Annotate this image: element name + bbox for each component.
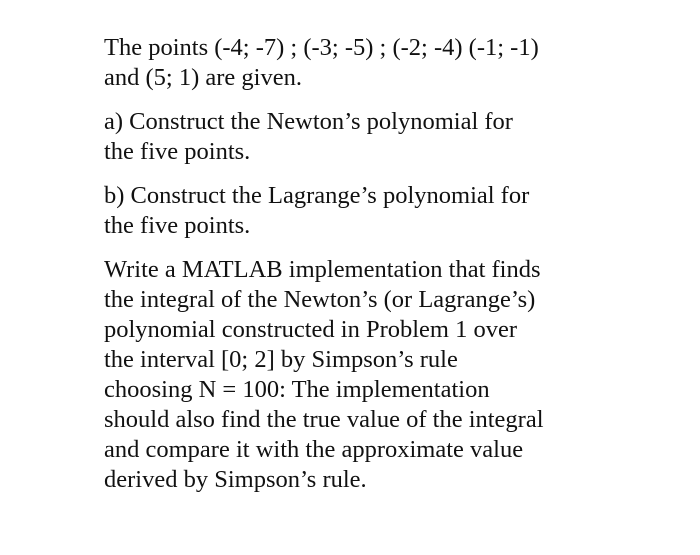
matlab-line-5: choosing N = 100: The implementation (104, 376, 490, 403)
matlab-line-7: and compare it with the approximate value (104, 436, 524, 463)
part-a-line-1: a) Construct the Newton’s polynomial for (104, 108, 513, 135)
problem-document (104, 33, 624, 495)
part-a-line-2: the five points. (104, 138, 251, 165)
part-a-paragraph (104, 107, 624, 167)
part-b-line-1: b) Construct the Lagrange’s polynomial for (104, 182, 530, 209)
matlab-line-3: polynomial constructed in Problem 1 over (104, 316, 518, 343)
matlab-task-paragraph (104, 255, 624, 495)
matlab-line-4: the interval [0; 2] by Simpson’s rule (104, 346, 458, 373)
part-b-paragraph (104, 181, 624, 241)
intro-paragraph (104, 33, 624, 93)
matlab-line-6: should also find the true value of the integral (104, 406, 544, 433)
intro-line-2: and (5; 1) are given. (104, 64, 302, 91)
matlab-line-2: the integral of the Newton’s (or Lagrange’s) (104, 286, 536, 313)
matlab-line-1: Write a MATLAB implementation that finds (104, 256, 541, 283)
intro-line-1: The points (-4; -7) ; (-3; -5) ; (-2; -4) (-1; -1) (104, 34, 539, 61)
matlab-line-8: derived by Simpson’s rule. (104, 466, 367, 493)
part-b-line-2: the five points. (104, 212, 251, 239)
